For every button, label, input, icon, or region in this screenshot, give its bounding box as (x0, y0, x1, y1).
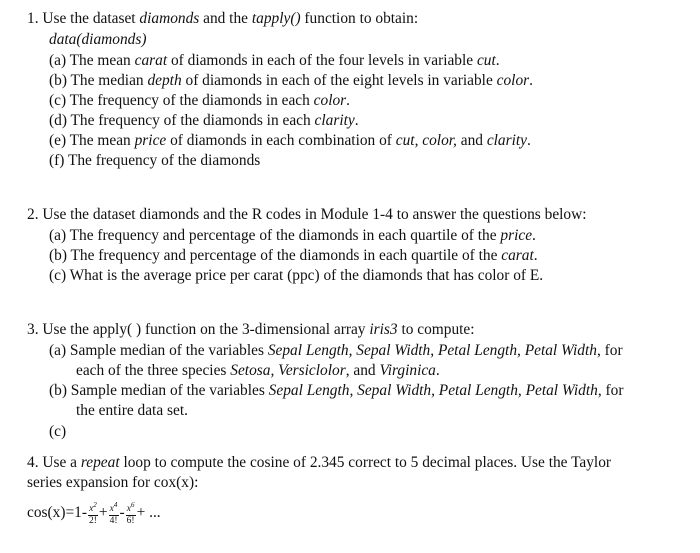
q1-heading: 1. Use the dataset diamonds and the tapply() function to obtain: (27, 10, 419, 27)
taylor-formula: cos(x)=1- $\frac{x^2}{2!}$ + $\frac{x^4}{4!}$ - $\frac{x^6}{6!}$ + ... (27, 501, 161, 527)
q2-item-c: (c) What is the average price per carat (ppc) of the diamonds that has color of E. (49, 267, 544, 284)
q2-item-b: (b) The frequency and percentage of the diamonds in each quartile of the carat. (49, 247, 538, 264)
q1-item-c: (c) The frequency of the diamonds in each color. (49, 92, 351, 109)
q3-heading: 3. Use the apply( ) function on the 3-dimensional array iris3 to compute: (27, 321, 475, 338)
q3-item-b-line1: (b) Sample median of the variables Sepal Length, Sepal Width, Petal Length, Petal Width, for (49, 382, 624, 399)
q3-item-c: (c) (49, 423, 67, 440)
q1-item-f: (f) The frequency of the diamonds (49, 152, 261, 169)
term-x6-over-6fact: $\frac{x^6}{6!}$ (126, 501, 135, 527)
formula-lhs: cos(x)=1- (27, 504, 87, 522)
q4-heading-line1: 4. Use a repeat loop to compute the cosine of 2.345 correct to 5 decimal places. Use the Taylor (27, 454, 612, 471)
q3-item-b-line2: the entire data set. (76, 402, 188, 419)
q1-item-a: (a) The mean carat of diamonds in each of the four levels in variable cut. (49, 52, 500, 69)
q1-subtitle: data(diamonds) (49, 31, 147, 48)
term-x2-over-2fact: $\frac{x^2}{2!}$ (88, 501, 97, 527)
q1-item-d: (d) The frequency of the diamonds in each clarity. (49, 112, 359, 129)
q2-heading: 2. Use the dataset diamonds and the R codes in Module 1-4 to answer the questions below: (27, 206, 587, 223)
q1-item-b: (b) The median depth of diamonds in each of the eight levels in variable color. (49, 72, 533, 89)
q4-heading-line2: series expansion for cox(x): (27, 474, 199, 491)
q2-item-a: (a) The frequency and percentage of the diamonds in each quartile of the price. (49, 227, 536, 244)
q3-item-a-line1: (a) Sample median of the variables Sepal Length, Sepal Width, Petal Length, Petal Width, for (49, 342, 623, 359)
term-x4-over-4fact: $\frac{x^4}{4!}$ (109, 501, 118, 527)
q1-item-e: (e) The mean price of diamonds in each combination of cut, color, and clarity. (49, 132, 531, 149)
q3-item-a-line2: each of the three species Setosa, Versiclolor, and Virginica. (76, 362, 440, 379)
